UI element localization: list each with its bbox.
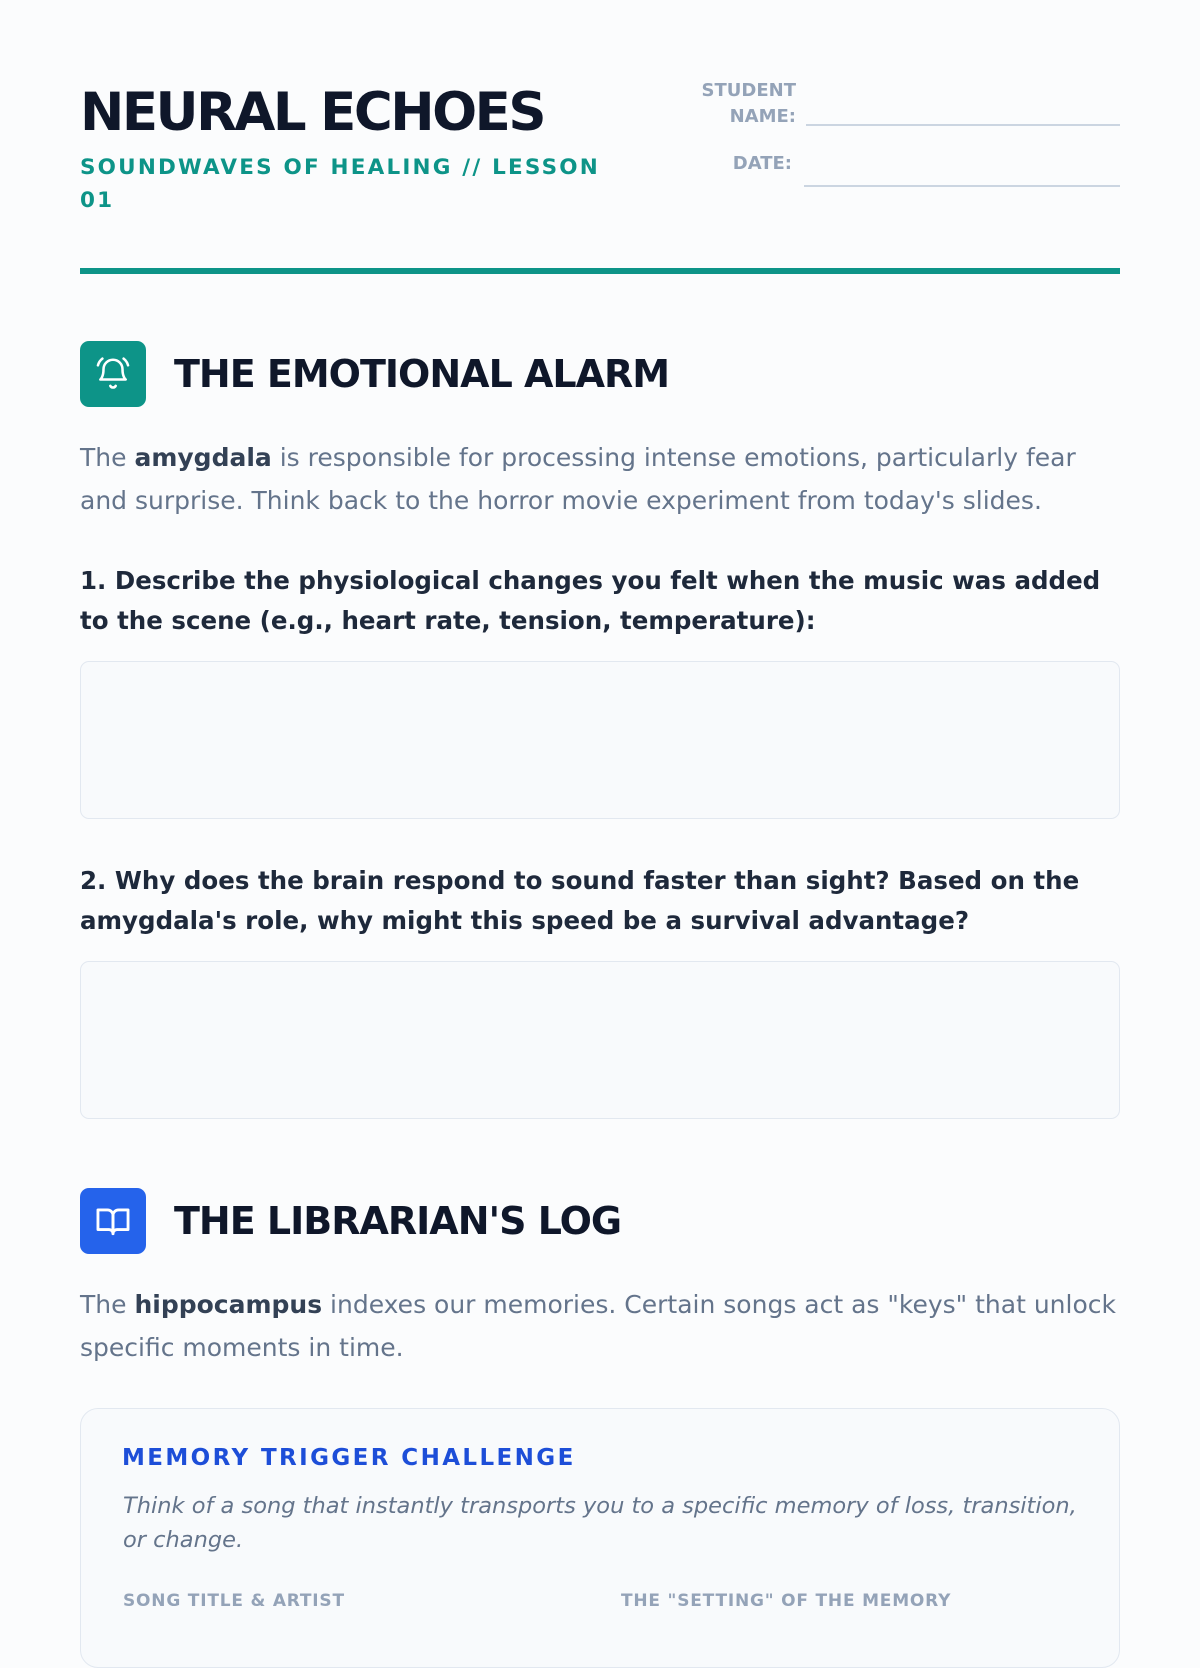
challenge-title: MEMORY TRIGGER CHALLENGE <box>122 1445 576 1471</box>
student-name-field[interactable] <box>806 124 1120 126</box>
header-divider <box>80 268 1120 274</box>
lesson-subtitle: SOUNDWAVES OF HEALING // LESSON 01 <box>80 155 600 213</box>
book-open-icon <box>80 1188 146 1254</box>
section-intro <box>80 1283 1125 1369</box>
date-label: DATE: <box>732 153 792 174</box>
intro-text: The <box>80 443 135 472</box>
section-librarians-log-header <box>80 1188 621 1254</box>
memory-trigger-card <box>80 1408 1120 1668</box>
question-1: 1. Describe the physiological changes you felt when the music was added to the scene (e.g., heart rate, tension, temperature): <box>80 566 1101 635</box>
bell-icon <box>80 341 146 407</box>
intro-keyword: hippocampus <box>134 1290 323 1319</box>
song-title-label: SONG TITLE & ARTIST <box>123 1591 345 1611</box>
section-title: THE LIBRARIAN'S LOG <box>174 1199 622 1243</box>
answer-box-2[interactable] <box>80 961 1120 1119</box>
page-title: NEURAL ECHOES <box>80 82 545 143</box>
memory-setting-label: THE "SETTING" OF THE MEMORY <box>621 1591 952 1611</box>
date-field[interactable] <box>804 185 1120 187</box>
intro-text: is responsible for processing intense emotions, particularly fear and surprise. Think back to the horror movie experiment from today's slides. <box>80 443 1076 515</box>
title-block <box>80 80 620 217</box>
question-2: 2. Why does the brain respond to sound faster than sight? Based on the amygdala's role, why might this speed be a survival advantage? <box>80 866 1080 935</box>
intro-text: indexes our memories. Certain songs act as "keys" that unlock specific moments in time. <box>80 1290 1116 1362</box>
student-info-fields <box>688 78 1120 188</box>
answer-box-1[interactable] <box>80 661 1120 819</box>
section-emotional-alarm-header <box>80 341 669 407</box>
intro-text: The <box>80 1290 135 1319</box>
student-name-label: STUDENT NAME: <box>701 80 796 127</box>
intro-keyword: amygdala <box>134 443 272 472</box>
section-intro <box>80 436 1125 522</box>
section-title: THE EMOTIONAL ALARM <box>174 352 670 396</box>
challenge-prompt: Think of a song that instantly transports you to a specific memory of loss, transition, or change. <box>123 1493 1077 1553</box>
